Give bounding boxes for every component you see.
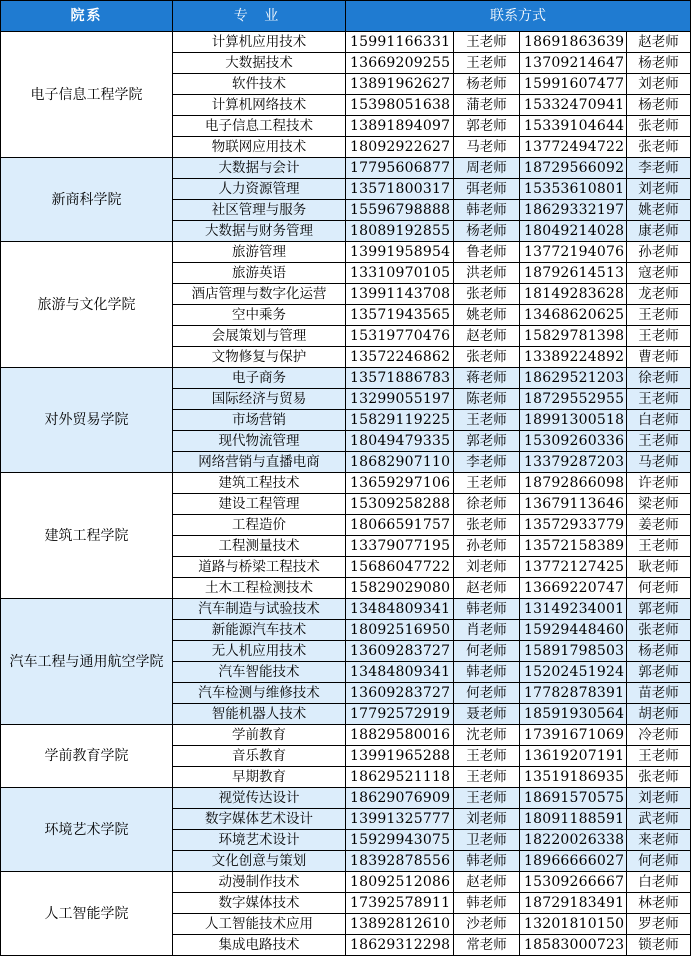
phone-primary: 15596798888 (346, 200, 454, 221)
phone-primary: 18092516950 (346, 620, 454, 641)
teacher-secondary: 冷老师 (627, 725, 691, 746)
teacher-secondary: 寇老师 (627, 263, 691, 284)
major-name: 无人机应用技术 (173, 641, 346, 662)
teacher-primary: 赵老师 (454, 326, 520, 347)
teacher-primary: 徐老师 (454, 494, 520, 515)
teacher-secondary: 梁老师 (627, 494, 691, 515)
college-name: 建筑工程学院 (1, 473, 173, 599)
phone-primary: 15319770476 (346, 326, 454, 347)
phone-secondary: 15202451924 (520, 662, 627, 683)
major-name: 物联网应用技术 (173, 137, 346, 158)
college-name: 人工智能学院 (1, 872, 173, 956)
phone-secondary: 13389224892 (520, 347, 627, 368)
phone-primary: 13991325777 (346, 809, 454, 830)
teacher-secondary: 张老师 (627, 137, 691, 158)
major-name: 文物修复与保护 (173, 347, 346, 368)
phone-primary: 13892812610 (346, 914, 454, 935)
major-name: 会展策划与管理 (173, 326, 346, 347)
phone-secondary: 13679113646 (520, 494, 627, 515)
table-row (1, 242, 691, 263)
major-name: 音乐教育 (173, 746, 346, 767)
teacher-primary: 周老师 (454, 158, 520, 179)
teacher-primary: 王老师 (454, 746, 520, 767)
teacher-secondary: 林老师 (627, 893, 691, 914)
major-name: 计算机网络技术 (173, 95, 346, 116)
table-row (1, 599, 691, 620)
teacher-secondary: 孙老师 (627, 242, 691, 263)
phone-primary: 13299055197 (346, 389, 454, 410)
phone-primary: 13484809341 (346, 599, 454, 620)
phone-primary: 18629076909 (346, 788, 454, 809)
major-name: 计算机应用技术 (173, 32, 346, 53)
phone-secondary: 15891798503 (520, 641, 627, 662)
major-name: 网络营销与直播电商 (173, 452, 346, 473)
teacher-secondary: 锁老师 (627, 935, 691, 956)
college-name: 旅游与文化学院 (1, 242, 173, 368)
phone-secondary: 17391671069 (520, 725, 627, 746)
phone-secondary: 15332470941 (520, 95, 627, 116)
teacher-secondary: 郭老师 (627, 662, 691, 683)
college-group (1, 872, 691, 956)
teacher-primary: 卫老师 (454, 830, 520, 851)
teacher-primary: 郭老师 (454, 431, 520, 452)
major-name: 集成电路技术 (173, 935, 346, 956)
teacher-secondary: 何老师 (627, 851, 691, 872)
teacher-secondary: 刘老师 (627, 179, 691, 200)
phone-primary: 13571886783 (346, 368, 454, 389)
major-name: 软件技术 (173, 74, 346, 95)
major-name: 数字媒体技术 (173, 893, 346, 914)
phone-primary: 18829580016 (346, 725, 454, 746)
teacher-secondary: 王老师 (627, 536, 691, 557)
major-name: 早期教育 (173, 767, 346, 788)
teacher-secondary: 耿老师 (627, 557, 691, 578)
teacher-primary: 何老师 (454, 641, 520, 662)
table-row (1, 872, 691, 893)
teacher-secondary: 苗老师 (627, 683, 691, 704)
college-group (1, 32, 691, 158)
phone-primary: 17392578911 (346, 893, 454, 914)
teacher-primary: 常老师 (454, 935, 520, 956)
major-name: 市场营销 (173, 410, 346, 431)
table-row (1, 158, 691, 179)
phone-primary: 18392878556 (346, 851, 454, 872)
major-name: 新能源汽车技术 (173, 620, 346, 641)
teacher-primary: 沈老师 (454, 725, 520, 746)
major-name: 汽车检测与维修技术 (173, 683, 346, 704)
phone-primary: 18629312298 (346, 935, 454, 956)
teacher-secondary: 白老师 (627, 872, 691, 893)
teacher-primary: 洪老师 (454, 263, 520, 284)
teacher-secondary: 姚老师 (627, 200, 691, 221)
phone-primary: 17792572919 (346, 704, 454, 725)
major-name: 建设工程管理 (173, 494, 346, 515)
major-name: 电子信息工程技术 (173, 116, 346, 137)
phone-secondary: 18729552955 (520, 389, 627, 410)
teacher-secondary: 来老师 (627, 830, 691, 851)
teacher-secondary: 郭老师 (627, 599, 691, 620)
phone-primary: 13891962627 (346, 74, 454, 95)
teacher-secondary: 王老师 (627, 326, 691, 347)
teacher-primary: 杨老师 (454, 221, 520, 242)
header-major: 专 业 (173, 1, 346, 32)
phone-secondary: 13772494722 (520, 137, 627, 158)
phone-primary: 13991143708 (346, 284, 454, 305)
teacher-secondary: 张老师 (627, 116, 691, 137)
college-group (1, 368, 691, 473)
phone-primary: 13379077195 (346, 536, 454, 557)
phone-secondary: 15929448460 (520, 620, 627, 641)
teacher-primary: 张老师 (454, 347, 520, 368)
major-name: 电子商务 (173, 368, 346, 389)
teacher-secondary: 王老师 (627, 431, 691, 452)
table-row (1, 368, 691, 389)
college-name: 学前教育学院 (1, 725, 173, 788)
teacher-secondary: 王老师 (627, 305, 691, 326)
major-name: 视觉传达设计 (173, 788, 346, 809)
teacher-primary: 王老师 (454, 53, 520, 74)
teacher-primary: 韩老师 (454, 599, 520, 620)
teacher-secondary: 罗老师 (627, 914, 691, 935)
teacher-secondary: 马老师 (627, 452, 691, 473)
header-contact: 联系方式 (346, 1, 691, 32)
teacher-primary: 刘老师 (454, 809, 520, 830)
phone-primary: 13571943565 (346, 305, 454, 326)
major-name: 现代物流管理 (173, 431, 346, 452)
phone-secondary: 15339104644 (520, 116, 627, 137)
college-group (1, 473, 691, 599)
major-name: 酒店管理与数字化运营 (173, 284, 346, 305)
phone-primary: 17795606877 (346, 158, 454, 179)
teacher-primary: 王老师 (454, 767, 520, 788)
phone-secondary: 15829781398 (520, 326, 627, 347)
major-name: 汽车制造与试验技术 (173, 599, 346, 620)
phone-secondary: 13772127425 (520, 557, 627, 578)
teacher-secondary: 张老师 (627, 767, 691, 788)
phone-secondary: 18691863639 (520, 32, 627, 53)
major-name: 社区管理与服务 (173, 200, 346, 221)
teacher-secondary: 胡老师 (627, 704, 691, 725)
teacher-primary: 王老师 (454, 32, 520, 53)
major-name: 大数据与会计 (173, 158, 346, 179)
phone-primary: 13572246862 (346, 347, 454, 368)
college-group (1, 242, 691, 368)
phone-secondary: 13669220747 (520, 578, 627, 599)
phone-secondary: 15309260336 (520, 431, 627, 452)
phone-secondary: 18792866098 (520, 473, 627, 494)
major-name: 工程测量技术 (173, 536, 346, 557)
college-group (1, 158, 691, 242)
major-name: 汽车智能技术 (173, 662, 346, 683)
teacher-secondary: 龙老师 (627, 284, 691, 305)
teacher-primary: 韩老师 (454, 893, 520, 914)
college-name: 电子信息工程学院 (1, 32, 173, 158)
teacher-primary: 韩老师 (454, 851, 520, 872)
table-row (1, 788, 691, 809)
phone-secondary: 15353610801 (520, 179, 627, 200)
major-name: 国际经济与贸易 (173, 389, 346, 410)
phone-secondary: 18729566092 (520, 158, 627, 179)
phone-secondary: 18629521203 (520, 368, 627, 389)
teacher-primary: 王老师 (454, 473, 520, 494)
table-row (1, 473, 691, 494)
phone-primary: 13609283727 (346, 641, 454, 662)
phone-secondary: 18629332197 (520, 200, 627, 221)
teacher-primary: 蒲老师 (454, 95, 520, 116)
teacher-primary: 王老师 (454, 788, 520, 809)
phone-primary: 18682907110 (346, 452, 454, 473)
teacher-primary: 杨老师 (454, 74, 520, 95)
major-name: 大数据与财务管理 (173, 221, 346, 242)
phone-primary: 15686047722 (346, 557, 454, 578)
phone-secondary: 18220026338 (520, 830, 627, 851)
major-name: 工程造价 (173, 515, 346, 536)
phone-secondary: 18729183491 (520, 893, 627, 914)
college-group (1, 788, 691, 872)
college-name: 新商科学院 (1, 158, 173, 242)
teacher-secondary: 康老师 (627, 221, 691, 242)
teacher-secondary: 许老师 (627, 473, 691, 494)
phone-secondary: 13709214647 (520, 53, 627, 74)
phone-secondary: 18792614513 (520, 263, 627, 284)
teacher-primary: 赵老师 (454, 872, 520, 893)
teacher-primary: 肖老师 (454, 620, 520, 641)
phone-primary: 13571800317 (346, 179, 454, 200)
phone-secondary: 15309266667 (520, 872, 627, 893)
teacher-primary: 鲁老师 (454, 242, 520, 263)
teacher-primary: 李老师 (454, 452, 520, 473)
header-college: 院系 (1, 1, 173, 32)
college-group (1, 599, 691, 725)
phone-secondary: 18583000723 (520, 935, 627, 956)
teacher-secondary: 刘老师 (627, 74, 691, 95)
phone-primary: 18049479335 (346, 431, 454, 452)
phone-primary: 18092512086 (346, 872, 454, 893)
phone-secondary: 18049214028 (520, 221, 627, 242)
major-name: 道路与桥梁工程技术 (173, 557, 346, 578)
major-name: 旅游管理 (173, 242, 346, 263)
college-name: 环境艺术学院 (1, 788, 173, 872)
major-name: 土木工程检测技术 (173, 578, 346, 599)
teacher-secondary: 张老师 (627, 620, 691, 641)
phone-primary: 15929943075 (346, 830, 454, 851)
teacher-primary: 何老师 (454, 683, 520, 704)
phone-secondary: 13572158389 (520, 536, 627, 557)
major-name: 学前教育 (173, 725, 346, 746)
teacher-secondary: 赵老师 (627, 32, 691, 53)
teacher-primary: 蒋老师 (454, 368, 520, 389)
phone-primary: 15829119225 (346, 410, 454, 431)
teacher-primary: 陈老师 (454, 389, 520, 410)
major-name: 人工智能技术应用 (173, 914, 346, 935)
phone-primary: 13669209255 (346, 53, 454, 74)
phone-secondary: 13201810150 (520, 914, 627, 935)
phone-primary: 13891894097 (346, 116, 454, 137)
major-name: 数字媒体艺术设计 (173, 809, 346, 830)
major-name: 大数据技术 (173, 53, 346, 74)
teacher-secondary: 徐老师 (627, 368, 691, 389)
major-name: 智能机器人技术 (173, 704, 346, 725)
teacher-secondary: 王老师 (627, 746, 691, 767)
phone-secondary: 18591930564 (520, 704, 627, 725)
teacher-primary: 王老师 (454, 410, 520, 431)
phone-secondary: 18991300518 (520, 410, 627, 431)
phone-secondary: 13772194076 (520, 242, 627, 263)
phone-primary: 15309258288 (346, 494, 454, 515)
phone-primary: 13484809341 (346, 662, 454, 683)
major-name: 文化创意与策划 (173, 851, 346, 872)
phone-secondary: 13619207191 (520, 746, 627, 767)
teacher-secondary: 白老师 (627, 410, 691, 431)
phone-primary: 18092922627 (346, 137, 454, 158)
major-name: 建筑工程技术 (173, 473, 346, 494)
phone-primary: 18066591757 (346, 515, 454, 536)
teacher-primary: 姚老师 (454, 305, 520, 326)
teacher-primary: 张老师 (454, 284, 520, 305)
teacher-primary: 韩老师 (454, 662, 520, 683)
teacher-secondary: 王老师 (627, 389, 691, 410)
teacher-secondary: 杨老师 (627, 95, 691, 116)
teacher-primary: 刘老师 (454, 557, 520, 578)
major-name: 动漫制作技术 (173, 872, 346, 893)
teacher-primary: 张老师 (454, 515, 520, 536)
teacher-secondary: 何老师 (627, 578, 691, 599)
college-name: 对外贸易学院 (1, 368, 173, 473)
table-row (1, 32, 691, 53)
phone-secondary: 18691570575 (520, 788, 627, 809)
teacher-primary: 聂老师 (454, 704, 520, 725)
teacher-primary: 弭老师 (454, 179, 520, 200)
college-name: 汽车工程与通用航空学院 (1, 599, 173, 725)
table-header (1, 1, 691, 32)
major-name: 空中乘务 (173, 305, 346, 326)
teacher-primary: 马老师 (454, 137, 520, 158)
table-row (1, 725, 691, 746)
phone-primary: 13310970105 (346, 263, 454, 284)
phone-secondary: 13468620625 (520, 305, 627, 326)
phone-secondary: 15991607477 (520, 74, 627, 95)
phone-secondary: 13379287203 (520, 452, 627, 473)
teacher-secondary: 曹老师 (627, 347, 691, 368)
college-group (1, 725, 691, 788)
major-name: 人力资源管理 (173, 179, 346, 200)
teacher-secondary: 刘老师 (627, 788, 691, 809)
phone-secondary: 18091188591 (520, 809, 627, 830)
major-name: 环境艺术设计 (173, 830, 346, 851)
phone-primary: 18629521118 (346, 767, 454, 788)
phone-primary: 13659297106 (346, 473, 454, 494)
teacher-primary: 郭老师 (454, 116, 520, 137)
phone-secondary: 13572933779 (520, 515, 627, 536)
teacher-primary: 赵老师 (454, 578, 520, 599)
teacher-secondary: 姜老师 (627, 515, 691, 536)
phone-primary: 13609283727 (346, 683, 454, 704)
phone-primary: 13991965288 (346, 746, 454, 767)
phone-primary: 15991166331 (346, 32, 454, 53)
teacher-secondary: 杨老师 (627, 53, 691, 74)
teacher-primary: 韩老师 (454, 200, 520, 221)
phone-primary: 18089192855 (346, 221, 454, 242)
major-name: 旅游英语 (173, 263, 346, 284)
header-row (1, 1, 691, 32)
teacher-primary: 沙老师 (454, 914, 520, 935)
teacher-secondary: 李老师 (627, 158, 691, 179)
phone-secondary: 18149283628 (520, 284, 627, 305)
phone-primary: 15829029080 (346, 578, 454, 599)
phone-secondary: 13149234001 (520, 599, 627, 620)
phone-secondary: 13519186935 (520, 767, 627, 788)
teacher-secondary: 武老师 (627, 809, 691, 830)
phone-secondary: 17782878391 (520, 683, 627, 704)
phone-primary: 15398051638 (346, 95, 454, 116)
phone-secondary: 18966666027 (520, 851, 627, 872)
teacher-primary: 孙老师 (454, 536, 520, 557)
teacher-secondary: 杨老师 (627, 641, 691, 662)
phone-primary: 13991958954 (346, 242, 454, 263)
